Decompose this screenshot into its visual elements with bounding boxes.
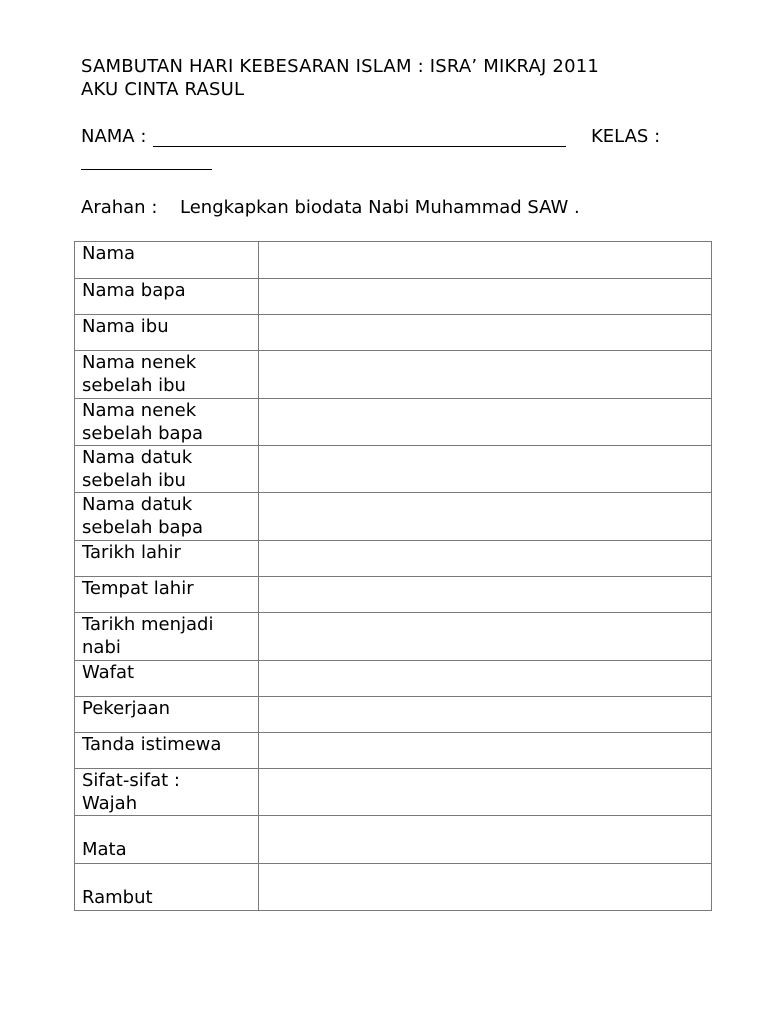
table-row — [75, 315, 712, 351]
table-row — [75, 697, 712, 733]
row-label: Sifat-sifat : Wajah — [82, 770, 180, 814]
answer-cell[interactable] — [259, 541, 712, 577]
answer-cell[interactable] — [259, 613, 712, 661]
kelas-answer-line[interactable] — [81, 169, 212, 170]
worksheet-title: SAMBUTAN HARI KEBESARAN ISLAM : ISRA’ MIKRAJ 2011 — [81, 56, 600, 77]
answer-cell[interactable] — [259, 697, 712, 733]
row-label: Nama ibu — [82, 316, 169, 337]
row-label-cell — [75, 577, 259, 613]
table-row — [75, 493, 712, 541]
table-row — [75, 399, 712, 446]
answer-cell[interactable] — [259, 769, 712, 816]
row-label: Tempat lahir — [82, 578, 194, 599]
table-row — [75, 351, 712, 399]
row-label-cell — [75, 541, 259, 577]
table-row — [75, 242, 712, 279]
row-label-cell — [75, 315, 259, 351]
answer-cell[interactable] — [259, 446, 712, 493]
nama-label: NAMA : — [81, 126, 147, 147]
row-label-cell — [75, 613, 259, 661]
instruction-text: Lengkapkan biodata Nabi Muhammad SAW . — [180, 197, 580, 218]
nama-answer-line[interactable] — [153, 146, 566, 147]
row-label: Nama nenek sebelah bapa — [82, 400, 204, 444]
answer-cell[interactable] — [259, 399, 712, 446]
answer-cell[interactable] — [259, 279, 712, 315]
row-label-cell — [75, 864, 259, 911]
row-label: Nama datuk sebelah bapa — [82, 494, 204, 538]
table-row — [75, 816, 712, 864]
row-label-cell — [75, 446, 259, 493]
row-label: Tarikh lahir — [82, 542, 181, 563]
row-label-cell — [75, 816, 259, 864]
answer-cell[interactable] — [259, 351, 712, 399]
row-label-cell — [75, 279, 259, 315]
answer-cell[interactable] — [259, 661, 712, 697]
answer-cell[interactable] — [259, 242, 712, 279]
biodata-table — [74, 241, 712, 911]
table-row — [75, 613, 712, 661]
worksheet-subtitle: AKU CINTA RASUL — [81, 79, 245, 100]
table-row — [75, 279, 712, 315]
row-label-cell — [75, 661, 259, 697]
answer-cell[interactable] — [259, 816, 712, 864]
row-label-cell — [75, 769, 259, 816]
row-label-cell — [75, 733, 259, 769]
table-row — [75, 577, 712, 613]
row-label-cell — [75, 493, 259, 541]
row-label: Nama nenek sebelah ibu — [82, 352, 197, 396]
table-row — [75, 661, 712, 697]
answer-cell[interactable] — [259, 577, 712, 613]
row-label: Tanda istimewa — [82, 734, 222, 755]
row-label-cell — [75, 242, 259, 279]
row-label: Wafat — [82, 662, 135, 683]
row-label: Nama — [82, 243, 136, 264]
row-label: Nama datuk sebelah ibu — [82, 447, 193, 491]
table-row — [75, 769, 712, 816]
table-row — [75, 446, 712, 493]
table-row — [75, 541, 712, 577]
row-label-cell — [75, 351, 259, 399]
answer-cell[interactable] — [259, 733, 712, 769]
instruction-label: Arahan : — [81, 197, 158, 218]
row-label-cell — [75, 697, 259, 733]
row-label: Tarikh menjadi nabi — [82, 614, 214, 658]
table-row — [75, 864, 712, 911]
row-label: Pekerjaan — [82, 698, 171, 719]
row-label: Nama bapa — [82, 280, 186, 301]
answer-cell[interactable] — [259, 864, 712, 911]
row-label: Rambut — [82, 887, 153, 908]
table-row — [75, 733, 712, 769]
row-label: Mata — [82, 839, 127, 860]
answer-cell[interactable] — [259, 315, 712, 351]
row-label-cell — [75, 399, 259, 446]
answer-cell[interactable] — [259, 493, 712, 541]
kelas-label: KELAS : — [591, 126, 661, 147]
